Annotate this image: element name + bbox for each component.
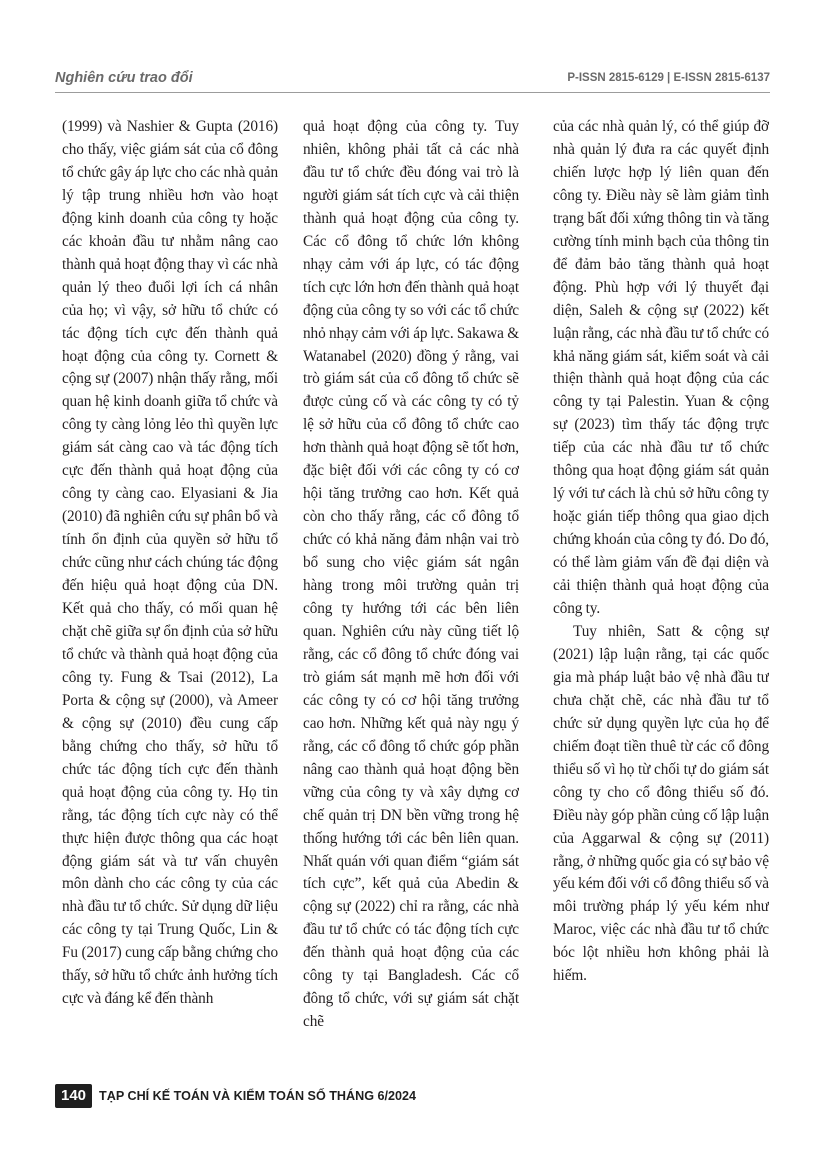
- issn-label: P-ISSN 2815-6129 | E-ISSN 2815-6137: [567, 72, 770, 84]
- page-footer: [55, 1083, 555, 1109]
- text-column-3: [553, 116, 769, 1076]
- paragraph: Tuy nhiên, Satt & cộng sự (2021) lập luận rằng, tại các quốc gia mà pháp luật bảo vệ nhà đầu tư chưa chặt chẽ, các nhà đầu tư tổ chức sử dụng quyền lực của họ để chiếm đoạt tiền thuê từ các cổ đông thiểu số vì họ từ chối tự do giám sát công ty cho cổ đông thiểu số đó. Điều này góp phần củng cố lập luận của Aggarwal & cộng sự (2011) rằng, ở những quốc gia có sự bảo vệ yếu kém đối với cổ đông thiểu số và môi trường pháp lý yếu kém như Maroc, việc các nhà đầu tư tổ chức bóc lột nhiều hơn không phải là hiếm.: [553, 622, 769, 985]
- section-title: Nghiên cứu trao đổi: [55, 70, 193, 86]
- paragraph: (1999) và Nashier & Gupta (2016) cho thấy, việc giám sát của cổ đông tổ chức gây áp lực cho các nhà quản lý tập trung nhiều hơn vào hoạt động kinh doanh của công ty hoặc các khoản đầu tư nhằm nâng cao thành quả hoạt động thay vì các nhà quản lý theo đuổi lợi ích cá nhân của họ; vì vậy, sở hữu tổ chức có tác động tích cực đến thành quả hoạt động của công ty. Cornett & cộng sự (2007) nhận thấy rằng, mối quan hệ kinh doanh giữa tổ chức và công ty càng lỏng lẻo thì quyền lực giám sát càng cao và tác động tích cực đến thành quả hoạt động của công ty càng cao. Elyasiani & Jia (2010) đã nghiên cứu sự phân bổ và tính ổn định của quyền sở hữu tổ chức cũng như cách chúng tác động đến hiệu quả hoạt động của DN. Kết quả cho thấy, có mối quan hệ chặt chẽ giữa sự ổn định của sở hữu tổ chức và thành quả hoạt động của công ty. Fung & Tsai (2012), La Porta & cộng sự (2000), và Ameer & cộng sự (2010) đều cung cấp bằng chứng cho thấy, sở hữu tổ chức tác động tích cực đến thành quả hoạt động của công ty. Họ tin rằng, tác động tích cực này có thể thực hiện được thông qua các hoạt động giám sát và tư vấn chuyên môn dành cho các công ty của các nhà đầu tư tổ chức. Sử dụng dữ liệu các công ty tại Trung Quốc, Lin & Fu (2017) cung cấp bằng chứng cho thấy, sở hữu tổ chức ảnh hưởng tích cực và đáng kể đến thành: [62, 118, 278, 1008]
- paragraph: của các nhà quản lý, có thể giúp đỡ nhà quản lý đưa ra các quyết định chiến lược hợp lý liên quan đến công ty. Điều này sẽ làm giảm tình trạng bất đối xứng thông tin và tăng cường tính minh bạch của thông tin để đảm bảo tăng thành quả hoạt động. Phù hợp với lý thuyết đại diện, Saleh & cộng sự (2022) kết luận rằng, các nhà đầu tư tổ chức có khả năng giám sát, kiểm soát và cải thiện thành quả hoạt động của các công ty tại Palestin. Yuan & cộng sự (2023) tìm thấy tác động trực tiếp của các nhà đầu tư tổ chức thông qua hoạt động giám sát quản lý với tư cách là chủ sở hữu công ty hoặc gián tiếp thông qua giao dịch chứng khoán của công ty đó. Do đó, có thể làm giảm vấn đề đại diện và cải thiện thành quả hoạt động của công ty.: [553, 118, 769, 618]
- journal-title: TẠP CHÍ KẾ TOÁN VÀ KIỂM TOÁN SỐ THÁNG 6/2024: [99, 1089, 417, 1103]
- text-column-2: [303, 116, 519, 1076]
- page-number: 140: [55, 1084, 92, 1108]
- text-column-1: [62, 116, 278, 1076]
- header-divider: [55, 92, 770, 93]
- paragraph: quả hoạt động của công ty. Tuy nhiên, không phải tất cả các nhà đầu tư tổ chức đều đóng vai trò là người giám sát tích cực và cải thiện thành quả hoạt động của công ty. Các cổ đông tổ chức lớn không nhạy cảm với áp lực, có tác động tích cực lớn hơn đến thành quả hoạt động của công ty so với các tổ chức nhỏ nhạy cảm với áp lực. Sakawa & Watanabel (2020) đồng ý rằng, vai trò giám sát của cổ đông tổ chức sẽ được củng cố và các công ty có tỷ lệ sở hữu của cổ đông tổ chức cao hơn thành quả hoạt động sẽ tốt hơn, đặc biệt đối với các công ty có cơ hội tăng trưởng cao hơn. Kết quả còn cho thấy rằng, các cổ đông tổ chức có khả năng đảm nhận vai trò bổ sung cho việc giám sát ngân hàng trong môi trường quản trị công ty hướng tới các bên liên quan. Nghiên cứu này cũng tiết lộ rằng, các cổ đông tổ chức đóng vai trò giám sát mạnh mẽ hơn đối với các công ty có cơ hội tăng trưởng cao hơn. Những kết quả này ngụ ý rằng, các cổ đông tổ chức góp phần nâng cao thành quả hoạt động bền vững của công ty và xây dựng cơ chế quản trị DN bền vững trong hệ thống hướng tới các bên liên quan. Nhất quán với quan điểm “giám sát tích cực”, kết quả của Abedin & cộng sự (2022) chỉ ra rằng, các nhà đầu tư tổ chức có tác động tích cực đến thành quả hoạt động của các công ty tại Bangladesh. Các cổ đông tổ chức, với sự giám sát chặt chẽ: [303, 118, 519, 1031]
